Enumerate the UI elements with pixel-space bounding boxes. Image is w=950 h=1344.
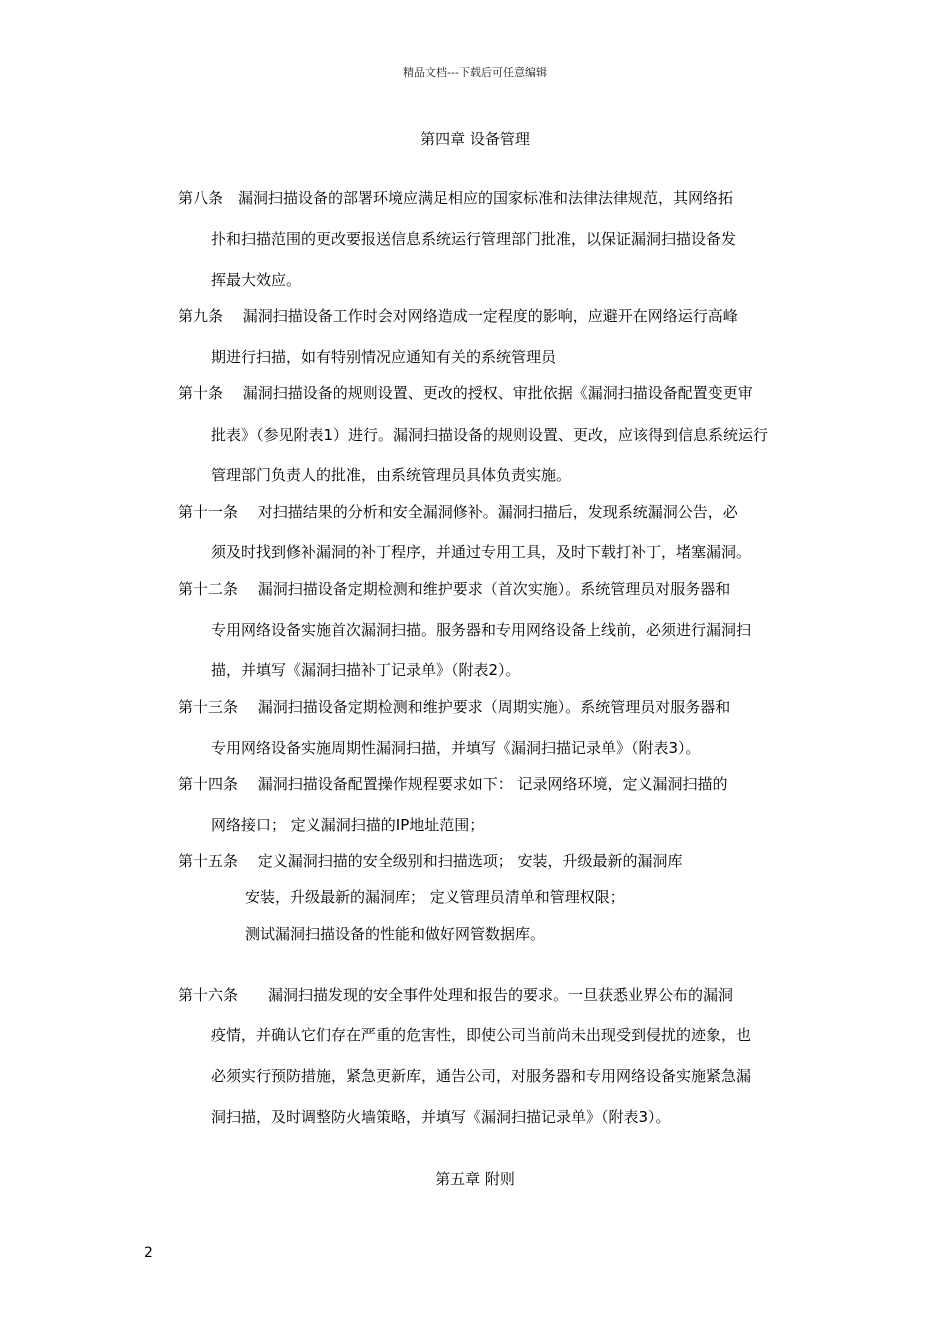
article-line: 第九条 漏洞扫描设备工作时会对网络造成一定程度的影响，应避开在网络运行高峰 bbox=[178, 307, 738, 325]
page-header: 精品文档---下载后可任意编辑 bbox=[403, 66, 547, 79]
chapter-title-5: 第五章 附则 bbox=[435, 1170, 515, 1188]
article-line: 洞扫描，及时调整防火墙策略，并填写《漏洞扫描记录单》（附表3）。 bbox=[211, 1108, 671, 1126]
article-line: 扑和扫描范围的更改要报送信息系统运行管理部门批准，以保证漏洞扫描设备发 bbox=[211, 230, 737, 248]
article-line: 批表》（参见附表1）进行。漏洞扫描设备的规则设置、更改，应该得到信息系统运行 bbox=[211, 426, 769, 444]
article-line: 第十条 漏洞扫描设备的规则设置、更改的授权、审批依据《漏洞扫描设备配置变更审 bbox=[178, 384, 753, 402]
article-line: 期进行扫描，如有特别情况应通知有关的系统管理员 bbox=[211, 348, 557, 366]
article-line: 第十二条 漏洞扫描设备定期检测和维护要求（首次实施）。系统管理员对服务器和 bbox=[178, 580, 731, 598]
article-line: 必须实行预防措施，紧急更新库，通告公司，对服务器和专用网络设备实施紧急漏 bbox=[211, 1067, 752, 1085]
article-line: 描，并填写《漏洞扫描补丁记录单》（附表2）。 bbox=[211, 661, 521, 679]
article-line: 专用网络设备实施首次漏洞扫描。服务器和专用网络设备上线前，必须进行漏洞扫 bbox=[211, 621, 752, 639]
article-line: 挥最大效应。 bbox=[211, 271, 302, 289]
article-line: 第十四条 漏洞扫描设备配置操作规程要求如下： 记录网络环境，定义漏洞扫描的 bbox=[178, 775, 728, 793]
article-line: 第八条 漏洞扫描设备的部署环境应满足相应的国家标准和法律法律规范，其网络拓 bbox=[178, 189, 734, 207]
article-line: 须及时找到修补漏洞的补丁程序，并通过专用工具，及时下载打补丁，堵塞漏洞。 bbox=[211, 543, 752, 561]
article-line: 专用网络设备实施周期性漏洞扫描，并填写《漏洞扫描记录单》（附表3）。 bbox=[211, 739, 701, 757]
article-line: 第十三条 漏洞扫描设备定期检测和维护要求（周期实施）。系统管理员对服务器和 bbox=[178, 698, 731, 716]
article-line: 安装，升级最新的漏洞库； 定义管理员清单和管理权限； bbox=[245, 888, 625, 906]
page-number: 2 bbox=[144, 1245, 153, 1261]
article-line: 第十五条 定义漏洞扫描的安全级别和扫描选项； 安装，升级最新的漏洞库 bbox=[178, 852, 683, 870]
article-line: 第十一条 对扫描结果的分析和安全漏洞修补。漏洞扫描后，发现系统漏洞公告，必 bbox=[178, 503, 738, 521]
article-line: 第十六条 漏洞扫描发现的安全事件处理和报告的要求。一旦获悉业界公布的漏洞 bbox=[178, 986, 734, 1004]
article-line: 管理部门负责人的批准，由系统管理员具体负责实施。 bbox=[211, 466, 572, 484]
article-line: 疫情，并确认它们存在严重的危害性，即使公司当前尚未出现受到侵扰的迹象，也 bbox=[211, 1026, 752, 1044]
chapter-title-4: 第四章 设备管理 bbox=[420, 130, 530, 148]
article-line: 测试漏洞扫描设备的性能和做好网管数据库。 bbox=[245, 925, 546, 943]
article-line: 网络接口； 定义漏洞扫描的IP地址范围； bbox=[211, 816, 485, 834]
